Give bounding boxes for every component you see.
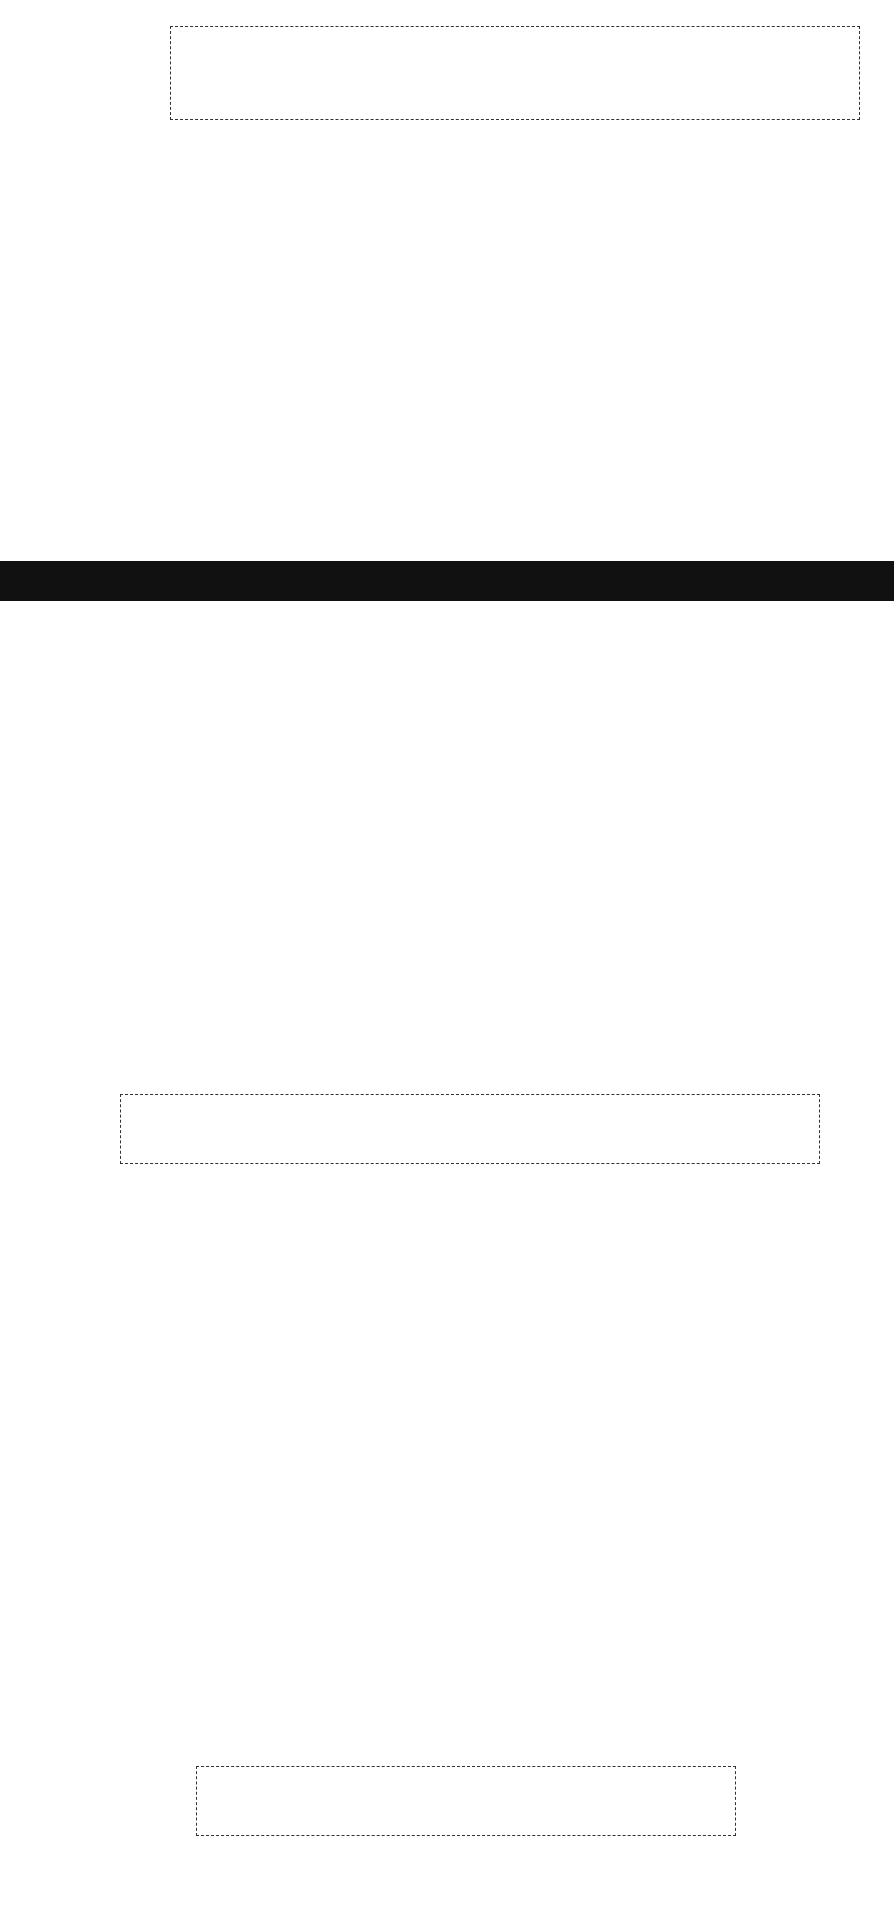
fig19-chart [90,1534,690,1764]
reference-box-2 [120,1094,820,1164]
reference-box-3 [196,1766,736,1836]
fig17-chart [60,760,860,1055]
reference-box-1 [170,26,860,120]
fig16-chart [60,178,860,443]
fig18-chart [80,1210,860,1465]
page-separator [0,561,894,601]
